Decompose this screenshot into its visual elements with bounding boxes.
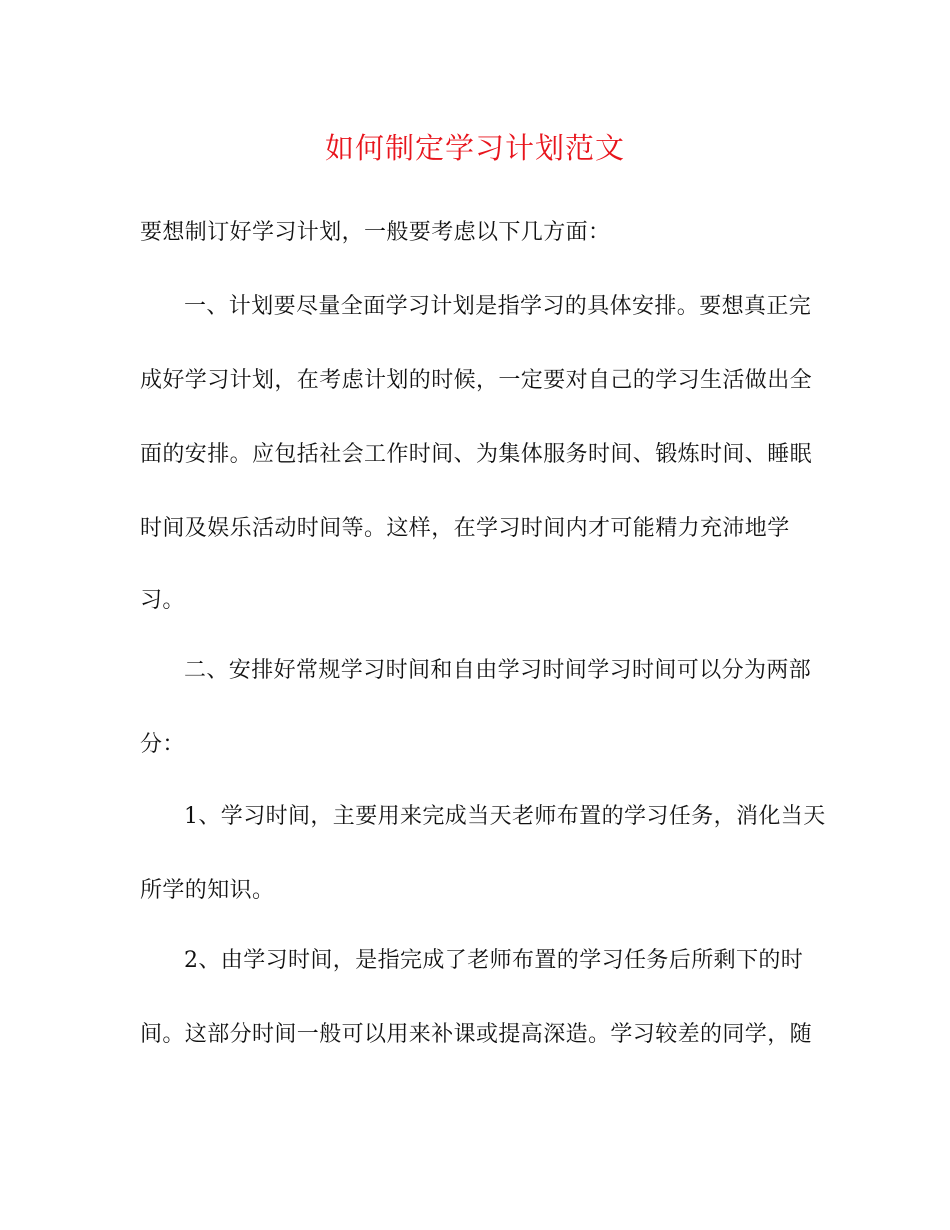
paragraph-1-line: 习。 (140, 588, 185, 613)
paragraph-3-line: 所学的知识。 (140, 878, 275, 903)
paragraph-1-line: 成好学习计划，在考虑计划的时候，一定要对自己的学习生活做出全 (140, 368, 813, 393)
paragraph-4-line: 间。这部分时间一般可以用来补课或提高深造。学习较差的同学，随 (140, 1022, 813, 1047)
paragraph-2-line: 二、安排好常规学习时间和自由学习时间学习时间可以分为两部 (184, 658, 812, 683)
document-title: 如何制定学习计划范文 (324, 131, 625, 165)
paragraph-3-line: 1、学习时间，主要用来完成当天老师布置的学习任务，消化当天 (184, 804, 826, 829)
paragraph-2-line: 分： (140, 732, 185, 757)
paragraph-intro-line: 要想制订好学习计划，一般要考虑以下几方面： (140, 220, 611, 245)
paragraph-1-line: 时间及娱乐活动时间等。这样，在学习时间内才可能精力充沛地学 (140, 516, 790, 541)
paragraph-1-line: 一、计划要尽量全面学习计划是指学习的具体安排。要想真正完 (184, 294, 812, 319)
paragraph-1-line: 面的安排。应包括社会工作时间、为集体服务时间、锻炼时间、睡眠 (140, 442, 813, 467)
paragraph-4-line: 2、由学习时间，是指完成了老师布置的学习任务后所剩下的时 (184, 948, 804, 973)
